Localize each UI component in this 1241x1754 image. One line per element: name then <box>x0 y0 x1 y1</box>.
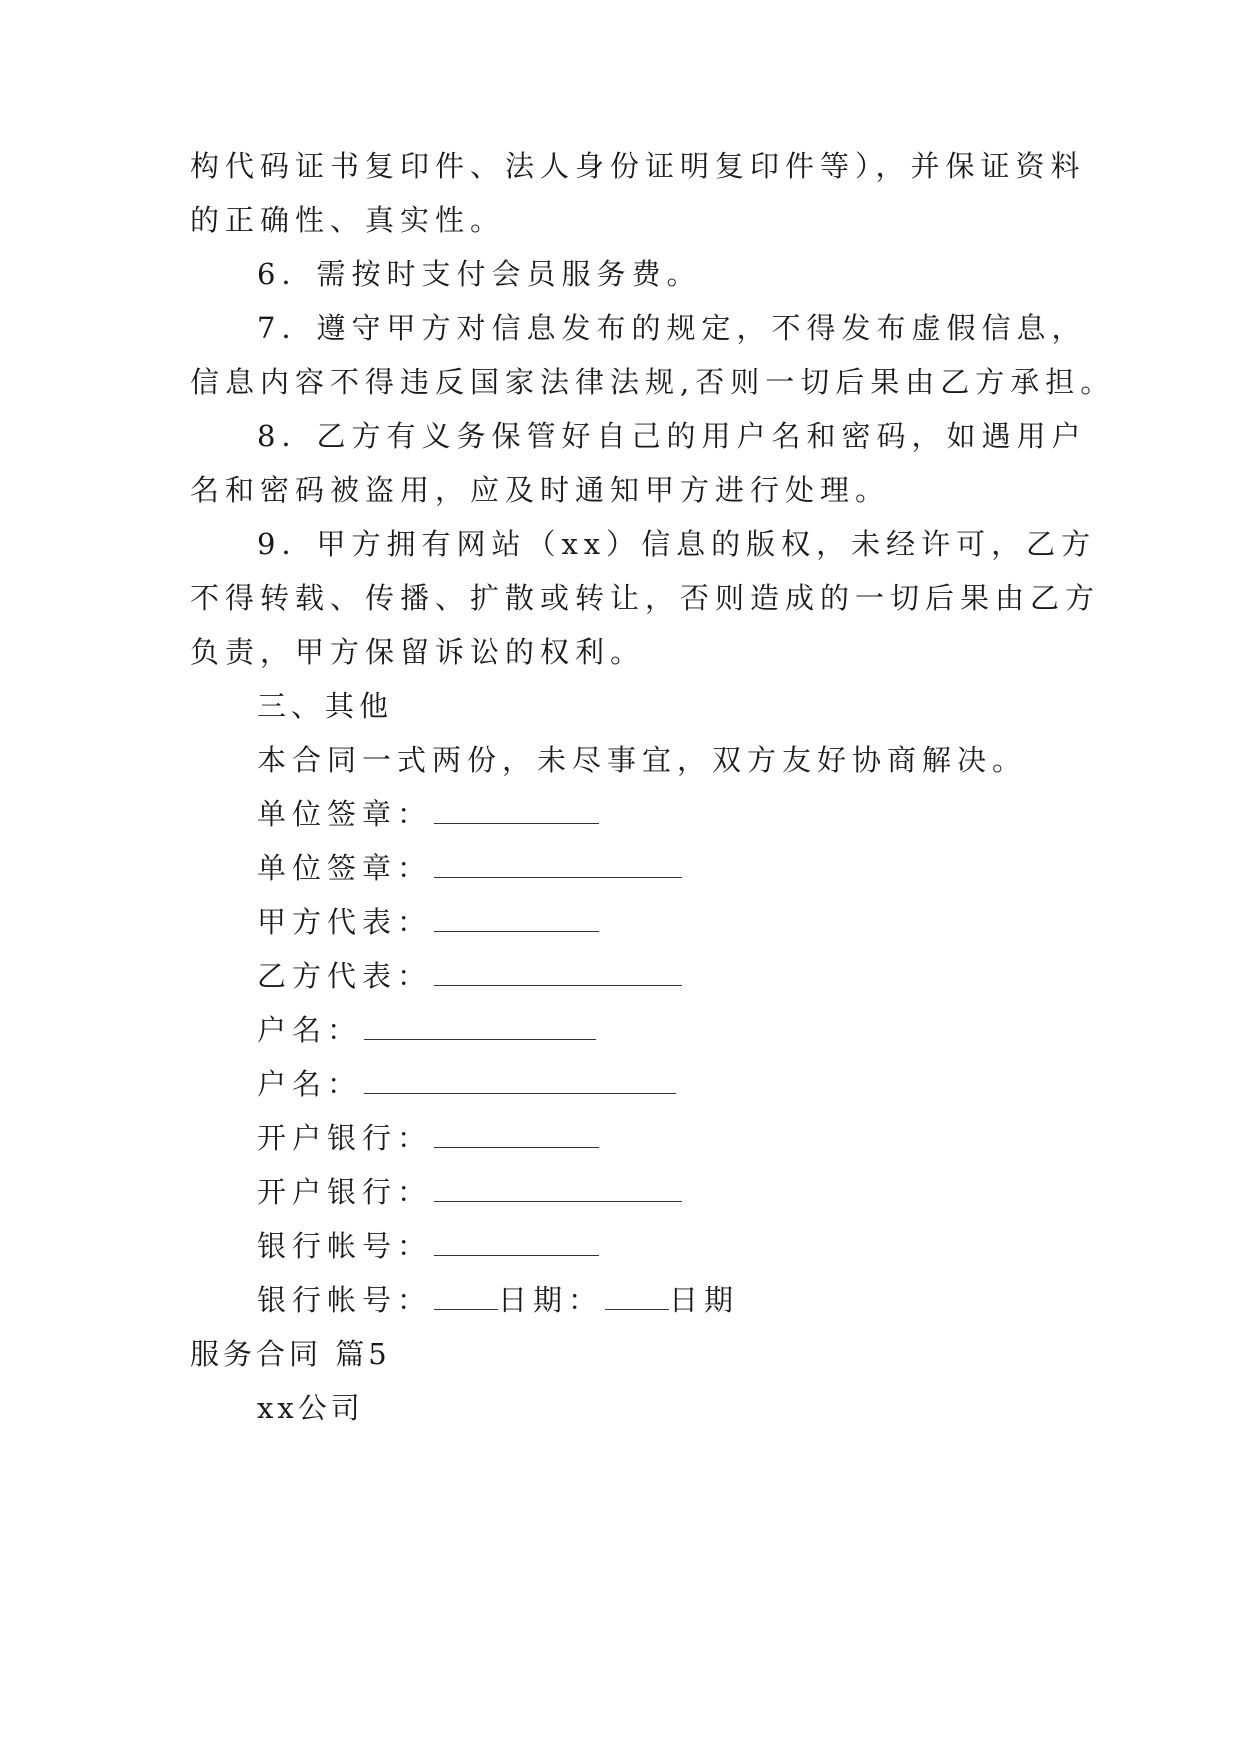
field-label: 乙方代表： <box>257 959 433 993</box>
field-label: 户名： <box>257 1067 363 1101</box>
field-label: 开户银行： <box>257 1175 433 1209</box>
date-suffix: 日期 <box>669 1283 740 1317</box>
signature-field-bank <box>257 1174 682 1210</box>
clause-7: 7．遵守甲方对信息发布的规定，不得发布虚假信息， <box>257 311 1087 345</box>
signature-field-party-b-rep <box>257 958 682 994</box>
field-label: 开户银行： <box>257 1121 433 1155</box>
paragraph-line: 信息内容不得违反国家法律法规,否则一切后果由乙方承担。 <box>190 365 1116 399</box>
paragraph-line: 负责，甲方保留诉讼的权利。 <box>190 635 646 669</box>
field-label: 单位签章： <box>257 851 433 885</box>
blank-line <box>605 1287 669 1310</box>
blank-line <box>434 801 599 824</box>
field-label: 甲方代表： <box>257 905 433 939</box>
clause-9: 9．甲方拥有网站（xx）信息的版权，未经许可，乙方 <box>257 527 1097 561</box>
blank-line <box>434 963 682 986</box>
field-label: 户名： <box>257 1013 363 1047</box>
field-label: 银行帐号： <box>257 1229 433 1263</box>
date-label: 日期： <box>498 1283 604 1317</box>
blank-line <box>434 1125 599 1148</box>
clause-6: 6．需按时支付会员服务费。 <box>257 257 702 291</box>
field-label: 银行帐号： <box>257 1283 433 1317</box>
blank-line <box>364 1017 596 1040</box>
signature-field-account-number <box>257 1228 599 1264</box>
field-label: 单位签章： <box>257 797 433 831</box>
signature-field-party-a-rep <box>257 904 599 940</box>
blank-line <box>434 1287 498 1310</box>
section-heading: 三、其他 <box>257 689 394 723</box>
paragraph-line: 不得转载、传播、扩散或转让，否则造成的一切后果由乙方 <box>190 581 1101 615</box>
blank-line <box>434 909 599 932</box>
clause-8: 8．乙方有义务保管好自己的用户名和密码，如遇用户 <box>257 419 1087 453</box>
blank-line <box>434 1179 682 1202</box>
paragraph-line: 构代码证书复印件、法人身份证明复印件等），并保证资料 <box>190 149 1086 183</box>
signature-field-account-name <box>257 1012 596 1048</box>
signature-field-bank <box>257 1120 599 1156</box>
signature-field-unit-seal <box>257 796 599 832</box>
signature-field-account-name <box>257 1066 676 1102</box>
signature-field-account-number-date <box>257 1282 739 1318</box>
blank-line <box>364 1071 676 1094</box>
paragraph-line: 本合同一式两份，未尽事宜，双方友好协商解决。 <box>257 743 1028 777</box>
signature-field-unit-seal <box>257 850 682 886</box>
section-title: 服务合同 篇5 <box>190 1337 391 1371</box>
blank-line <box>434 855 682 878</box>
paragraph-line: 名和密码被盗用，应及时通知甲方进行处理。 <box>190 473 891 507</box>
company-name: xx公司 <box>257 1391 364 1425</box>
blank-line <box>434 1233 599 1256</box>
paragraph-line: 的正确性、真实性。 <box>190 203 506 237</box>
